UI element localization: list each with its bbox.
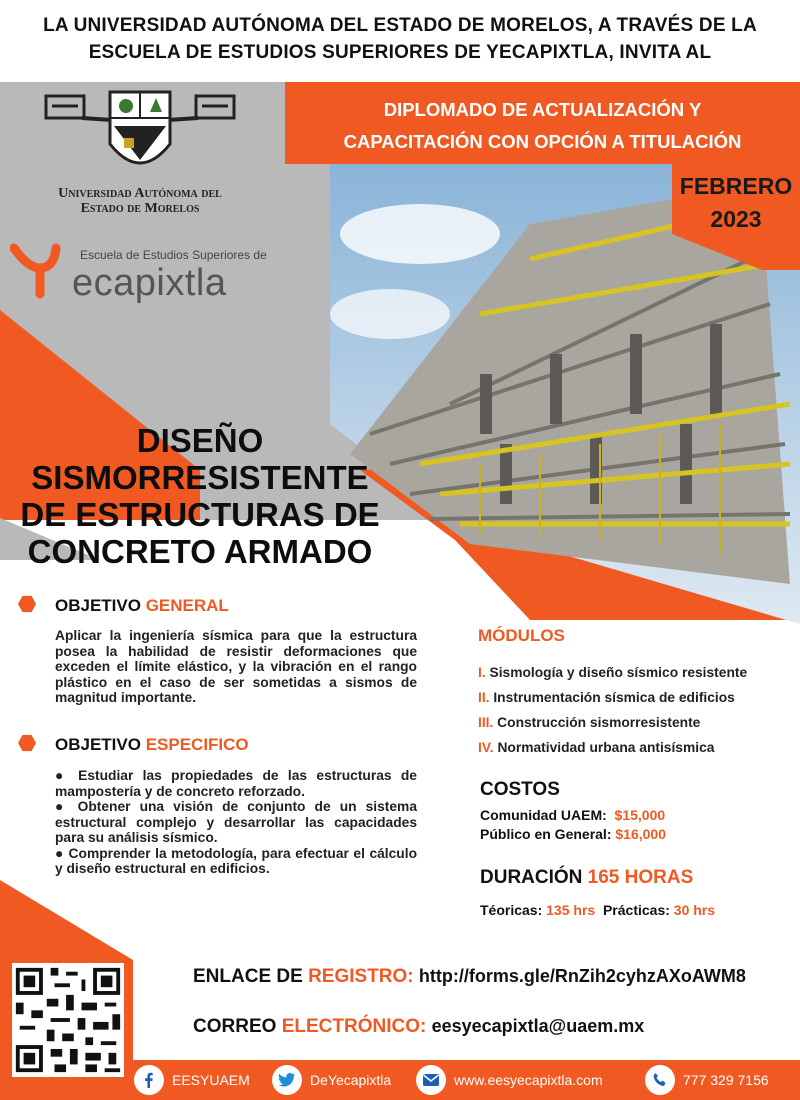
modulos-heading: MÓDULOS — [478, 626, 565, 645]
heading-black: OBJETIVO — [55, 735, 146, 754]
correo-label-accent: ELECTRÓNICO: — [281, 1016, 427, 1037]
title-line-4: CONCRETO ARMADO — [27, 533, 373, 570]
ees-school-name: ecapixtla — [72, 262, 227, 304]
mail-icon — [416, 1065, 446, 1095]
registro-label: ENLACE DE — [193, 966, 309, 987]
facebook-label: EESYUAEM — [172, 1072, 250, 1088]
date-month: FEBRERO — [679, 173, 793, 199]
costos-heading: COSTOS — [480, 779, 560, 800]
modulo-text: Construcción sismorresistente — [493, 715, 701, 730]
practicas-value: 30 hrs — [673, 902, 716, 918]
costo-amount: $15,000 — [614, 807, 666, 823]
title-line-2: SISMORRESISTENTE — [31, 459, 369, 496]
header-line-2: ESCUELA DE ESTUDIOS SUPERIORES DE YECAPIXTLA, INVITA AL — [88, 42, 712, 63]
phone-icon — [645, 1065, 675, 1095]
header-line-1: LA UNIVERSIDAD AUTÓNOMA DEL ESTADO DE MORELOS, A TRAVÉS DE LA — [43, 15, 757, 36]
yecapixtla-logo-mark — [10, 238, 70, 300]
footer-facebook[interactable] — [134, 1060, 250, 1100]
list-item: ● Comprender la metodología, para efectuar el cálculo y diseño estructural en edificios. — [55, 845, 417, 876]
heading-black: OBJETIVO — [55, 596, 146, 615]
objetivo-especifico-list — [55, 768, 417, 877]
list-item: ● Estudiar las propiedades de las estructuras de mampostería y de concreto reforzado. — [55, 768, 417, 799]
costos-list — [480, 806, 666, 844]
costo-amount: $16,000 — [615, 826, 666, 842]
modulo-number: II. — [478, 690, 490, 705]
duracion-heading — [480, 867, 693, 889]
modulo-text: Sismología y diseño sísmico resistente — [485, 665, 748, 680]
heading-accent: ESPECIFICO — [145, 735, 249, 754]
hexagon-bullet-icon — [18, 595, 36, 613]
teoricas-label: Téoricas: — [480, 902, 547, 918]
heading-accent: GENERAL — [145, 596, 229, 615]
modulo-number: III. — [478, 715, 494, 730]
header-invitation — [0, 0, 800, 82]
registro-label-accent: REGISTRO: — [308, 966, 414, 987]
costo-publico — [480, 825, 666, 844]
modulo-number: IV. — [478, 740, 494, 755]
twitter-label: DeYecapixtla — [310, 1072, 392, 1088]
uaem-crest-logo — [42, 86, 238, 182]
correo-link[interactable] — [193, 1016, 644, 1038]
modulo-item — [478, 664, 747, 689]
modulo-text: Instrumentación sísmica de edificios — [489, 690, 735, 705]
objetivo-general-heading — [55, 596, 229, 616]
hexagon-bullet-icon — [18, 734, 36, 752]
duracion-label: DURACIÓN — [480, 867, 588, 888]
teoricas-value: 135 hrs — [546, 902, 596, 918]
costo-label: Comunidad UAEM: — [480, 807, 607, 823]
objetivo-especifico-heading — [55, 735, 249, 755]
correo-email[interactable]: eesyecapixtla@uaem.mx — [431, 1016, 645, 1036]
date-badge — [672, 170, 800, 236]
diplomado-banner — [285, 82, 800, 164]
footer-twitter[interactable] — [272, 1060, 391, 1100]
qr-code[interactable] — [12, 963, 124, 1077]
modulo-item — [478, 739, 747, 764]
course-title — [0, 422, 400, 570]
uaem-name-line-2: Estado de Morelos — [80, 201, 200, 216]
costo-uaem — [480, 806, 666, 825]
modulo-item — [478, 689, 747, 714]
web-label: www.eesyecapixtla.com — [454, 1072, 603, 1088]
facebook-icon — [134, 1065, 164, 1095]
phone-label: 777 329 7156 — [683, 1072, 769, 1088]
footer-phone[interactable] — [645, 1060, 769, 1100]
modulo-number: I. — [478, 665, 486, 680]
correo-label: CORREO — [193, 1016, 282, 1037]
practicas-label: Prácticas: — [602, 902, 674, 918]
title-line-3: DE ESTRUCTURAS DE — [20, 496, 380, 533]
costo-label: Público en General: — [480, 826, 612, 842]
modulo-text: Normatividad urbana antisísmica — [493, 740, 715, 755]
twitter-icon — [272, 1065, 302, 1095]
ees-school-label: Escuela de Estudios Superiores de — [80, 248, 267, 262]
uaem-name-line-1: Universidad Autónoma del — [58, 186, 222, 201]
modulos-list — [478, 664, 747, 764]
banner-line-1: DIPLOMADO DE ACTUALIZACIÓN Y — [383, 99, 702, 120]
footer-web[interactable] — [416, 1060, 603, 1100]
horas-breakdown — [480, 902, 715, 918]
registro-link[interactable] — [193, 966, 746, 988]
registro-url[interactable]: http://forms.gle/RnZih2cyhzAXoAWM8 — [418, 966, 746, 986]
duracion-value: 165 HORAS — [587, 867, 694, 888]
banner-line-2: CAPACITACIÓN CON OPCIÓN A TITULACIÓN — [343, 131, 742, 152]
list-item: ● Obtener una visión de conjunto de un sistema estructural complejo y desarrollar las capacidades para su análisis sísmico. — [55, 799, 417, 845]
objetivo-general-text: Aplicar la ingeniería sísmica para que la estructura posea la habilidad de resistir deformaciones que exceden el límite elástico, y la vibración en el rango plástico en el caso de ser sometidas a sismos de magnitud importante. — [55, 628, 417, 705]
title-line-1: DISEÑO — [136, 422, 264, 459]
modulo-item — [478, 714, 747, 739]
date-year: 2023 — [710, 206, 762, 232]
uaem-name — [20, 186, 260, 216]
